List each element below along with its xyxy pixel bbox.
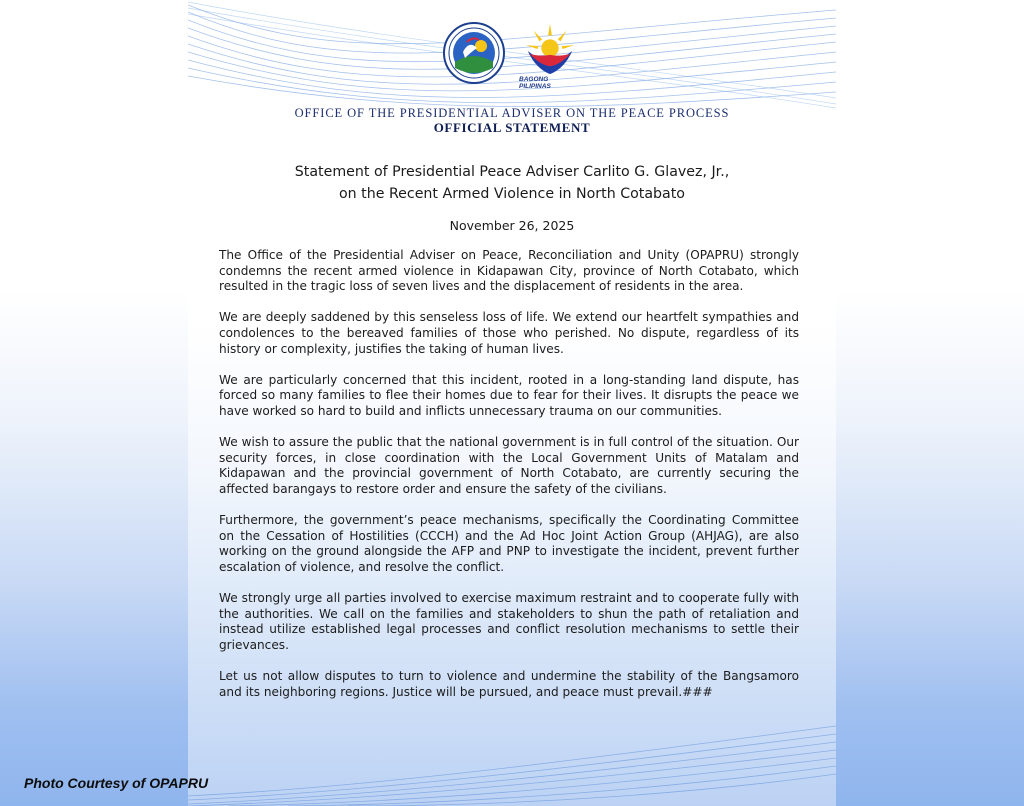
paragraph: Furthermore, the government’s peace mechanisms, specifically the Coordinating Committee on the Cessation of Hostilities (CCCH) and the Ad Hoc Joint Action Group (AHJAG), are also working on the ground alongside the AFP and PNP to investigate the incident, prevent further escalation of violence, and resolve the conflict.: [219, 513, 799, 574]
paragraph: We are deeply saddened by this senseless loss of life. We extend our heartfelt sympathies and condolences to the bereaved families of those who perished. No dispute, regardless of its history or complexity, justifies the taking of human lives.: [219, 310, 799, 356]
statement-body: [219, 248, 799, 716]
paragraph: We strongly urge all parties involved to exercise maximum restraint and to cooperate fully with the authorities. We call on the families and stakeholders to shun the path of retaliation and instead utilize established legal processes and conflict resolution mechanisms to settle their grievances.: [219, 591, 799, 652]
bagong-pilipinas-logo: [519, 22, 581, 90]
statement-title-line-1: Statement of Presidential Peace Adviser Carlito G. Glavez, Jr.,: [294, 164, 730, 180]
statement-document: [188, 0, 836, 806]
paragraph: We are particularly concerned that this incident, rooted in a long-standing land dispute, has forced so many families to flee their homes due to fear for their lives. It disrupts the peace we have worked so hard to build and inflicts unnecessary trauma on our communities.: [219, 372, 799, 418]
statement-title: [188, 161, 836, 205]
logo-row: [188, 22, 836, 90]
office-name: OFFICE OF THE PRESIDENTIAL ADVISER ON THE PEACE PROCESS: [294, 106, 730, 120]
bottom-wave-decoration: [188, 716, 836, 806]
paragraph: Let us not allow disputes to turn to violence and undermine the stability of the Bangsamoro and its neighboring regions. Justice will be pursued, and peace must prevail.###: [219, 669, 799, 699]
paragraph: The Office of the Presidential Adviser on Peace, Reconciliation and Unity (OPAPRU) strongly condemns the recent armed violence in Kidapawan City, province of North Cotabato, which resulted in the tragic loss of seven lives and the displacement of residents in the area.: [219, 248, 799, 294]
paragraph: We wish to assure the public that the national government is in full control of the situation. Our security forces, in close coordination with the Local Government Units of Matalam and Kidapawan and the provincial government of North Cotabato, are currently securing the affected barangays to restore order and ensure the safety of the civilians.: [219, 435, 799, 496]
statement-date: November 26, 2025: [449, 218, 575, 233]
official-statement-label: OFFICIAL STATEMENT: [433, 120, 591, 135]
photo-credit: Photo Courtesy of OPAPRU: [24, 775, 209, 791]
bagong-pilipinas-caption: BAGONG PILIPINAS: [519, 76, 551, 90]
statement-title-line-2: on the Recent Armed Violence in North Cotabato: [338, 186, 685, 202]
opapru-seal-icon: [443, 22, 505, 84]
bagong-pilipinas-logo-icon: [521, 22, 579, 78]
